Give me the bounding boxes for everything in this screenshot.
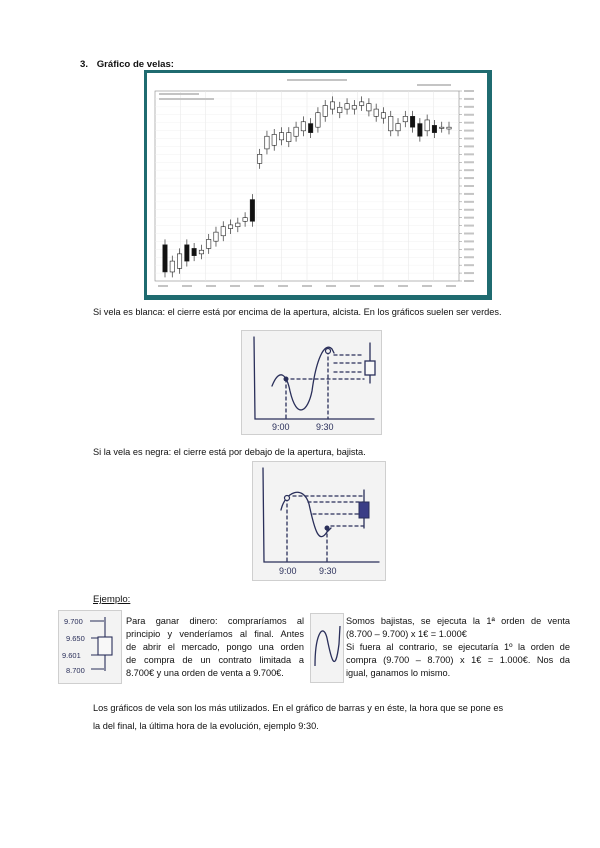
sketch-white-candle-body bbox=[365, 361, 375, 375]
candle-body-bullish bbox=[352, 105, 356, 109]
text-line: la del final, la última hora de la evolución, ejemplo 9:30. bbox=[93, 721, 319, 731]
chart-y-tick-label-placeholder bbox=[464, 225, 474, 227]
candle-body-bullish bbox=[228, 225, 232, 229]
section-number: 3. bbox=[80, 59, 89, 70]
example-title: Ejemplo: bbox=[93, 594, 131, 605]
text-line: igual, ganamos lo mismo. bbox=[346, 668, 451, 678]
text-line: Los gráficos de vela son los más utilizados. En el gráfico de barras y en éste, la hora que se pone es bbox=[93, 703, 504, 713]
chart-legend-placeholder bbox=[159, 98, 214, 100]
example-price-sketch-drawing bbox=[59, 611, 121, 683]
sketch-open-time-label: 9:00 bbox=[272, 422, 290, 432]
example-sell-text bbox=[346, 615, 570, 680]
text-line: 8.700€ y una orden de venta a 9.700€. bbox=[126, 668, 284, 678]
price-label: 9.601 bbox=[62, 651, 81, 660]
text-line: compra (9.700 – 8.700) x 1€ = 1.000€. Nos da bbox=[346, 655, 570, 665]
chart-header-placeholder bbox=[287, 79, 347, 81]
candle-body-bullish bbox=[287, 133, 291, 142]
chart-y-tick-label-placeholder bbox=[464, 169, 474, 171]
candle-body-bullish bbox=[359, 102, 363, 106]
candle-body-bullish bbox=[374, 109, 378, 116]
chart-x-tick-label-placeholder bbox=[254, 285, 264, 287]
candle-body-bullish bbox=[425, 120, 429, 131]
chart-y-tick-label-placeholder bbox=[464, 106, 474, 108]
black-candle-description: Si la vela es negra: el cierre está por debajo de la apertura, bajista. bbox=[93, 447, 366, 457]
candle-body-bullish bbox=[345, 104, 349, 109]
chart-y-tick-label-placeholder bbox=[464, 177, 474, 179]
candle-body-bullish bbox=[221, 227, 225, 236]
candle-body-bullish bbox=[272, 134, 276, 145]
black-candle-sketch-drawing bbox=[253, 462, 385, 580]
candle-body-bullish bbox=[206, 239, 210, 248]
chart-decorations bbox=[158, 79, 474, 287]
chart-y-tick-label-placeholder bbox=[464, 122, 474, 124]
price-label: 9.650 bbox=[66, 634, 85, 643]
chart-y-tick-label-placeholder bbox=[464, 233, 474, 235]
chart-x-tick-label-placeholder bbox=[398, 285, 408, 287]
chart-y-tick-label-placeholder bbox=[464, 130, 474, 132]
chart-y-tick-label-placeholder bbox=[464, 185, 474, 187]
chart-y-tick-label-placeholder bbox=[464, 114, 474, 116]
closing-paragraph bbox=[93, 699, 563, 735]
candle-body-bullish bbox=[265, 136, 269, 149]
candle-body-bearish bbox=[308, 124, 312, 133]
candle-body-bullish bbox=[170, 261, 174, 272]
candle-body-bearish bbox=[185, 245, 189, 261]
chart-y-tick-label-placeholder bbox=[464, 256, 474, 258]
candle-body-bullish bbox=[338, 107, 342, 112]
chart-x-tick-label-placeholder bbox=[350, 285, 360, 287]
chart-info-placeholder bbox=[417, 84, 451, 86]
candle-body-bullish bbox=[381, 113, 385, 118]
chart-y-tick-label-placeholder bbox=[464, 201, 474, 203]
chart-y-tick-label-placeholder bbox=[464, 272, 474, 274]
chart-y-tick-label-placeholder bbox=[464, 209, 474, 211]
section-title: Gráfico de velas: bbox=[96, 59, 175, 70]
example-candle-body bbox=[98, 637, 112, 655]
chart-x-tick-label-placeholder bbox=[278, 285, 288, 287]
black-candle-sketch bbox=[252, 461, 386, 581]
chart-y-tick-label-placeholder bbox=[464, 145, 474, 147]
chart-x-tick-label-placeholder bbox=[446, 285, 456, 287]
text-line: principio y venderíamos al final. Antes bbox=[126, 629, 304, 639]
chart-x-tick-label-placeholder bbox=[158, 285, 168, 287]
white-candle-sketch-drawing bbox=[242, 331, 381, 434]
chart-y-tick-label-placeholder bbox=[464, 193, 474, 195]
candle-body-bearish bbox=[192, 248, 196, 255]
chart-x-tick-label-placeholder bbox=[302, 285, 312, 287]
example-wave-sketch-drawing bbox=[311, 614, 343, 682]
wave-curve bbox=[315, 626, 340, 666]
candle-body-bullish bbox=[367, 104, 371, 111]
chart-y-tick-label-placeholder bbox=[464, 90, 474, 92]
candle-body-bullish bbox=[294, 127, 298, 136]
chart-plot-panel bbox=[147, 73, 487, 295]
candlestick-chart bbox=[147, 73, 487, 295]
chart-y-tick-label-placeholder bbox=[464, 153, 474, 155]
sketch-black-candle-body bbox=[359, 502, 369, 518]
white-candle-sketch bbox=[241, 330, 382, 435]
candle-body-bullish bbox=[243, 218, 247, 222]
chart-y-tick-label-placeholder bbox=[464, 217, 474, 219]
chart-y-tick-label-placeholder bbox=[464, 161, 474, 163]
white-candle-description: Si vela es blanca: el cierre está por encima de la apertura, alcista. En los gráficos suelen ser verdes. bbox=[93, 307, 502, 317]
sketch-close-time-label: 9:30 bbox=[316, 422, 334, 432]
candle-body-bullish bbox=[257, 154, 261, 163]
candle-body-bullish bbox=[199, 250, 203, 254]
candle-body-bearish bbox=[432, 125, 436, 132]
chart-x-tick-label-placeholder bbox=[422, 285, 432, 287]
chart-y-tick-label-placeholder bbox=[464, 98, 474, 100]
candle-body-bullish bbox=[447, 127, 451, 129]
candle-body-bullish bbox=[330, 102, 334, 109]
chart-x-tick-label-placeholder bbox=[326, 285, 336, 287]
text-line: Si fuera al contrario, se ejecutaría 1º la orden de bbox=[346, 642, 570, 652]
candle-body-bullish bbox=[236, 223, 240, 227]
text-line: Para ganar dinero: compraríamos al bbox=[126, 616, 304, 626]
candle-body-bullish bbox=[440, 127, 444, 128]
candle-body-bearish bbox=[163, 245, 167, 272]
chart-y-tick-label-placeholder bbox=[464, 264, 474, 266]
chart-y-tick-label-placeholder bbox=[464, 280, 474, 282]
candle-body-bullish bbox=[396, 124, 400, 131]
price-label: 8.700 bbox=[66, 666, 85, 675]
example-price-sketch bbox=[58, 610, 122, 684]
text-line: (8.700 – 9.700) x 1€ = 1.000€ bbox=[346, 629, 467, 639]
text-line: de compra de un contrato limitada a bbox=[126, 655, 304, 665]
price-label: 9.700 bbox=[64, 617, 83, 626]
candle-body-bearish bbox=[410, 116, 414, 127]
chart-x-tick-label-placeholder bbox=[182, 285, 192, 287]
candle-body-bullish bbox=[403, 116, 407, 121]
candle-body-bullish bbox=[177, 254, 181, 268]
chart-x-tick-label-placeholder bbox=[206, 285, 216, 287]
text-line: Somos bajistas, se ejecuta la 1ª orden de venta bbox=[346, 616, 570, 626]
candle-body-bearish bbox=[418, 124, 422, 137]
candle-body-bullish bbox=[301, 122, 305, 131]
candle-body-bullish bbox=[389, 116, 393, 130]
chart-y-tick-label-placeholder bbox=[464, 138, 474, 140]
candlestick-chart-figure bbox=[144, 70, 492, 300]
chart-legend-placeholder bbox=[159, 93, 199, 95]
candle-body-bullish bbox=[316, 113, 320, 127]
chart-y-tick-label-placeholder bbox=[464, 248, 474, 250]
example-wave-sketch bbox=[310, 613, 344, 683]
chart-x-tick-label-placeholder bbox=[230, 285, 240, 287]
text-line: de abrir el mercado, pongo una orden bbox=[126, 642, 304, 652]
sketch-open-time-label: 9:00 bbox=[279, 566, 297, 576]
chart-x-tick-label-placeholder bbox=[374, 285, 384, 287]
candle-body-bullish bbox=[279, 133, 283, 140]
example-buy-text bbox=[126, 615, 304, 680]
candle-body-bullish bbox=[323, 105, 327, 116]
candle-body-bullish bbox=[214, 232, 218, 241]
sketch-close-time-label: 9:30 bbox=[319, 566, 337, 576]
chart-y-tick-label-placeholder bbox=[464, 240, 474, 242]
section-heading bbox=[80, 59, 174, 70]
candle-body-bearish bbox=[250, 200, 254, 222]
